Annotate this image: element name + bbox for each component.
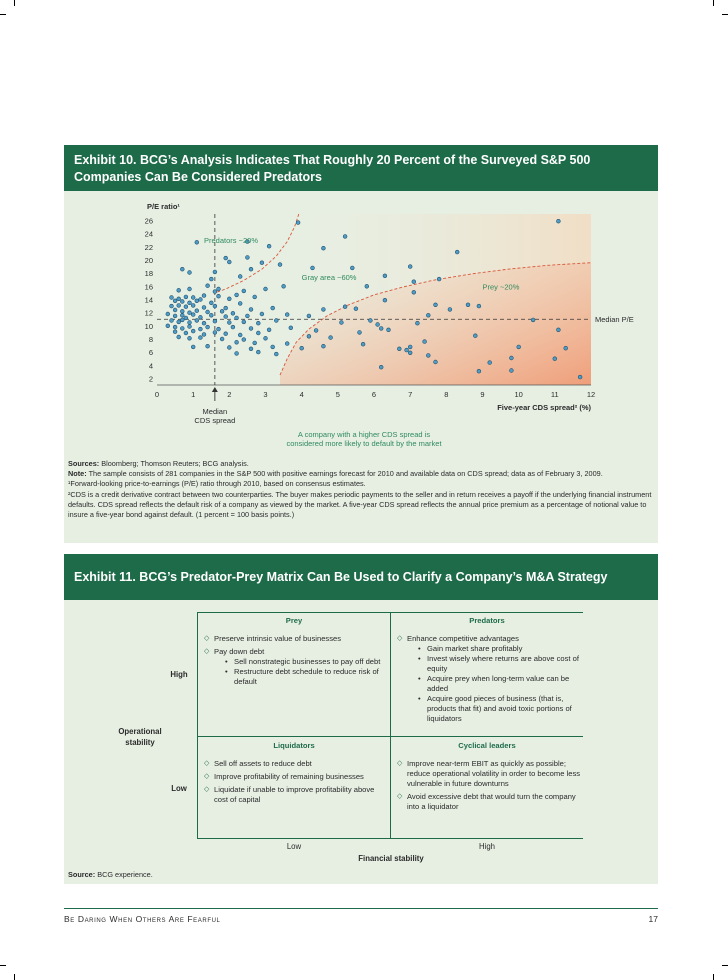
y-tick-label: 18 — [144, 269, 153, 279]
data-point — [199, 327, 203, 331]
median-cds-arrowhead — [212, 387, 218, 392]
data-point — [195, 299, 199, 303]
data-point — [188, 311, 192, 315]
matrix-item: ◇ Enhance competitive advantages • Gain market share profitably • Invest wisely where returns are above cost of equity • Acquire prey when long-term value can be added • Acquire good pieces of business (that is, products that fit) and avoid toxic portions of liquidators — [397, 634, 583, 724]
data-point — [177, 304, 181, 308]
data-point — [188, 325, 192, 329]
data-point — [220, 309, 224, 313]
data-point — [379, 365, 383, 369]
data-point — [206, 325, 210, 329]
data-point — [311, 266, 315, 270]
data-point — [387, 328, 391, 332]
data-point — [173, 314, 177, 318]
data-point — [383, 298, 387, 302]
data-point — [242, 338, 246, 342]
data-point — [191, 304, 195, 308]
x-tick-label: 8 — [444, 390, 449, 399]
y-tick-label: 10 — [144, 321, 153, 331]
data-point — [343, 235, 347, 239]
x-tick-label: 5 — [335, 390, 340, 399]
y-tick-label: 2 — [148, 374, 153, 384]
x-level-low: Low — [286, 842, 302, 851]
data-point — [426, 313, 430, 317]
crop-mark — [713, 974, 714, 980]
data-point — [369, 319, 373, 323]
x-tick-label: 1 — [191, 390, 196, 399]
data-point — [383, 274, 387, 278]
data-point — [249, 308, 253, 312]
data-point — [282, 284, 286, 288]
y-axis-label-line-2: stability — [125, 738, 155, 747]
matrix-horizontal-bottom — [197, 838, 583, 839]
footer-publication-title: Be Daring When Others Are Fearful — [64, 914, 221, 924]
data-point — [300, 346, 304, 350]
header-prey: Prey — [285, 616, 303, 625]
y-tick-label: 12 — [144, 308, 153, 318]
data-point — [274, 319, 278, 323]
data-point — [253, 295, 257, 299]
data-point — [296, 221, 300, 225]
data-point — [213, 331, 217, 335]
note-text: The sample consists of 281 companies in the S&P 500 with positive earnings forecast for 2010 and available data on CDS spread; data as of February 3, 2009. — [88, 469, 603, 479]
data-point — [434, 303, 438, 307]
source-text: BCG experience. — [97, 870, 153, 879]
data-point — [206, 310, 210, 314]
data-point — [209, 301, 213, 305]
data-point — [249, 347, 253, 351]
data-point — [209, 277, 213, 281]
data-point — [173, 330, 177, 334]
data-point — [180, 267, 184, 271]
data-point — [180, 318, 184, 322]
data-point — [188, 287, 192, 291]
matrix-sub-item: • Gain market share profitably — [407, 644, 583, 654]
data-point — [365, 284, 369, 288]
data-point — [256, 331, 260, 335]
y-tick-label: 16 — [144, 282, 153, 292]
x-tick-label: 12 — [586, 390, 596, 399]
data-point — [173, 325, 177, 329]
data-point — [177, 335, 181, 339]
data-point — [408, 265, 412, 269]
footnote-1: ¹Forward-looking price-to-earnings (P/E) ratio through 2010, based on consensus estimates. — [68, 479, 366, 489]
data-point — [249, 327, 253, 331]
data-point — [376, 323, 380, 327]
data-point — [195, 319, 199, 323]
matrix-vertical-mid — [390, 612, 391, 838]
gray-area-label: Gray area ~60% — [301, 272, 357, 282]
matrix-sub-item: • Invest wisely where returns are above cost of equity — [407, 654, 583, 674]
crop-mark — [14, 974, 15, 980]
data-point — [397, 347, 401, 351]
x-tick-label: 3 — [263, 390, 268, 399]
data-point — [213, 304, 217, 308]
data-point — [246, 314, 250, 318]
x-tick-label: 7 — [408, 390, 413, 399]
scatter-chart — [64, 145, 658, 459]
y-tick-label: 6 — [148, 348, 153, 358]
data-point — [188, 336, 192, 340]
data-point — [224, 332, 228, 336]
data-point — [184, 331, 188, 335]
data-point — [220, 337, 224, 341]
data-point — [256, 321, 260, 325]
data-point — [249, 267, 253, 271]
data-point — [235, 340, 239, 344]
matrix-vertical-left — [197, 612, 198, 838]
median-pe-label: Median P/E — [595, 315, 634, 325]
data-point — [217, 287, 221, 291]
data-point — [195, 309, 199, 313]
data-point — [416, 321, 420, 325]
x-tick-label: 11 — [550, 390, 559, 399]
data-point — [314, 329, 318, 333]
data-point — [264, 287, 268, 291]
data-point — [267, 244, 271, 248]
data-point — [553, 357, 557, 361]
data-point — [379, 327, 383, 331]
data-point — [180, 309, 184, 313]
exhibit-10 — [64, 145, 658, 543]
data-point — [170, 304, 174, 308]
exhibit-10-title: Exhibit 10. BCG’s Analysis Indicates That Roughly 20 Percent of the Surveyed S&P 500 Companies Can Be Considered Predators — [64, 145, 658, 191]
data-point — [322, 344, 326, 348]
data-point — [206, 284, 210, 288]
data-point — [264, 336, 268, 340]
data-point — [231, 311, 235, 315]
x-tick-label: 4 — [299, 390, 304, 399]
data-point — [289, 326, 293, 330]
data-point — [227, 321, 231, 325]
data-point — [202, 333, 206, 337]
data-point — [285, 313, 289, 317]
exhibit-10-notes — [68, 459, 654, 520]
x-tick-label: 10 — [514, 390, 523, 399]
data-point — [166, 312, 170, 316]
data-point — [477, 369, 481, 373]
crop-mark — [14, 0, 15, 6]
data-point — [177, 297, 181, 301]
data-point — [191, 313, 195, 317]
data-point — [354, 307, 358, 311]
data-point — [184, 305, 188, 309]
data-point — [235, 352, 239, 356]
data-point — [202, 321, 206, 325]
data-point — [473, 334, 477, 338]
header-liquidators: Liquidators — [273, 741, 315, 750]
matrix-item: ◇ Sell off assets to reduce debt — [204, 759, 384, 769]
y-tick-label: 22 — [144, 242, 153, 252]
data-point — [224, 306, 228, 310]
data-point — [426, 354, 430, 358]
data-point — [557, 328, 561, 332]
data-point — [217, 327, 221, 331]
data-point — [455, 250, 459, 254]
cell-cyclical-leaders — [397, 759, 583, 815]
data-point — [184, 316, 188, 320]
data-point — [213, 290, 217, 294]
data-point — [202, 306, 206, 310]
data-point — [358, 331, 362, 335]
data-point — [253, 341, 257, 345]
data-point — [437, 277, 441, 281]
data-point — [188, 301, 192, 305]
data-point — [177, 288, 181, 292]
data-point — [423, 340, 427, 344]
data-point — [180, 313, 184, 317]
data-point — [322, 308, 326, 312]
x-tick-label: 6 — [371, 390, 377, 399]
data-point — [191, 329, 195, 333]
matrix-sub-item: • Restructure debt schedule to reduce risk of default — [214, 667, 384, 687]
crop-mark — [713, 0, 714, 6]
matrix-sub-item: • Acquire prey when long-term value can be added — [407, 674, 583, 694]
source-label: Source: — [68, 870, 96, 879]
data-point — [271, 345, 275, 349]
data-point — [260, 261, 264, 265]
cell-liquidators — [204, 759, 384, 808]
data-point — [361, 342, 365, 346]
x-tick-label: 9 — [480, 390, 485, 399]
data-point — [271, 306, 275, 310]
matrix-horizontal-mid — [197, 736, 583, 737]
data-point — [227, 260, 231, 264]
crop-mark — [722, 14, 728, 15]
y-tick-label: 14 — [144, 295, 153, 305]
y-level-high: High — [170, 670, 188, 679]
data-point — [322, 246, 326, 250]
data-point — [408, 351, 412, 355]
data-point — [180, 300, 184, 304]
data-point — [191, 296, 195, 300]
data-point — [278, 263, 282, 267]
cell-predators — [397, 634, 583, 727]
y-tick-label: 24 — [144, 229, 153, 239]
data-point — [578, 375, 582, 379]
data-point — [557, 219, 561, 223]
data-point — [206, 344, 210, 348]
x-tick-label: 0 — [154, 390, 160, 399]
data-point — [199, 298, 203, 302]
matrix-item: ◇ Avoid excessive debt that would turn the company into a liquidator — [397, 792, 583, 812]
data-point — [340, 321, 344, 325]
data-point — [517, 345, 521, 349]
footer-rule — [64, 908, 658, 909]
crop-mark — [0, 965, 6, 966]
predators-label: Predators ~20% — [204, 235, 259, 245]
data-point — [188, 321, 192, 325]
matrix-item: ◇ Improve profitability of remaining businesses — [204, 772, 384, 782]
data-point — [188, 271, 192, 275]
data-point — [246, 256, 250, 260]
data-point — [242, 320, 246, 324]
prey-label: Prey ~20% — [482, 282, 520, 292]
y-tick-label: 8 — [148, 334, 153, 344]
exhibit-11-source — [68, 870, 153, 879]
matrix-item: ◇ Pay down debt • Sell nonstrategic businesses to pay off debt • Restructure debt schedule to reduce risk of default — [204, 647, 384, 687]
data-point — [238, 302, 242, 306]
data-point — [329, 336, 333, 340]
matrix-horizontal-top — [197, 612, 583, 613]
data-point — [488, 361, 492, 365]
data-point — [267, 328, 271, 332]
x-level-high: High — [478, 842, 496, 851]
data-point — [531, 318, 535, 322]
data-point — [231, 325, 235, 329]
data-point — [227, 346, 231, 350]
data-point — [307, 314, 311, 318]
data-point — [466, 303, 470, 307]
data-point — [434, 360, 438, 364]
data-point — [195, 240, 199, 244]
data-point — [173, 299, 177, 303]
data-point — [408, 345, 412, 349]
y-axis-label-line-1: Operational — [118, 727, 162, 736]
data-point — [213, 319, 217, 323]
data-point — [170, 319, 174, 323]
header-predators: Predators — [469, 616, 505, 625]
cell-prey — [204, 634, 384, 690]
data-point — [177, 320, 181, 324]
data-point — [235, 316, 239, 320]
x-tick-label: 2 — [227, 390, 232, 399]
x-axis-title: Five-year CDS spread² (%) — [497, 403, 591, 412]
matrix-sub-item: • Acquire good pieces of business (that is, products that fit) and avoid toxic portions of liquidators — [407, 694, 583, 724]
y-axis-label — [92, 726, 188, 748]
data-point — [350, 266, 354, 270]
data-point — [510, 369, 514, 373]
header-cyclical-leaders: Cyclical leaders — [458, 741, 516, 750]
page-number: 17 — [648, 914, 658, 924]
data-point — [173, 308, 177, 312]
data-point — [202, 294, 206, 298]
y-tick-label: 4 — [148, 361, 153, 371]
crop-mark — [722, 965, 728, 966]
data-point — [256, 350, 260, 354]
data-point — [166, 324, 170, 328]
data-point — [191, 345, 195, 349]
sources-text: Bloomberg; Thomson Reuters; BCG analysis. — [101, 459, 249, 468]
median-cds-label-1: Median — [202, 407, 228, 416]
data-point — [448, 308, 452, 312]
matrix-item: ◇ Improve near-term EBIT as quickly as possible; reduce operational volatility in order to become less vulnerable in future downturns — [397, 759, 583, 789]
data-point — [412, 290, 416, 294]
data-point — [227, 297, 231, 301]
data-point — [170, 296, 174, 300]
sources-label: Sources: — [68, 459, 100, 468]
data-point — [477, 304, 481, 308]
y-tick-label: 26 — [144, 216, 153, 226]
data-point — [285, 342, 289, 346]
data-point — [217, 294, 221, 298]
data-point — [260, 312, 264, 316]
exhibit-11 — [64, 554, 658, 884]
y-axis-title: P/E ratio¹ — [147, 202, 180, 211]
data-point — [510, 356, 514, 360]
data-point — [412, 280, 416, 284]
data-point — [224, 256, 228, 260]
data-point — [405, 348, 409, 352]
data-point — [209, 313, 213, 317]
data-point — [238, 333, 242, 337]
exhibit-11-title: Exhibit 11. BCG’s Predator-Prey Matrix Can Be Used to Clarify a Company’s M&A Strategy — [64, 554, 658, 600]
annotation-line-1: A company with a higher CDS spread is — [297, 430, 431, 439]
matrix-item: ◇ Liquidate if unable to improve profitability above cost of capital — [204, 785, 384, 805]
data-point — [199, 315, 203, 319]
crop-mark — [0, 14, 6, 15]
y-tick-label: 20 — [144, 256, 153, 266]
matrix-sub-item: • Sell nonstrategic businesses to pay off debt — [214, 657, 384, 667]
footnote-2: ²CDS is a credit derivative contract between two counterparties. The buyer makes periodic payments to the seller and in return receives a payoff if the underlying financial instrument defaults. CDS spread reflects the default risk of a company as viewed by the market. A five-year CDS spread reflects the annual price premium as a percentage of notional value to insure a five-year bond against default. (1 percent = 100 basis points.) — [68, 489, 652, 520]
annotation-line-2: considered more likely to default by the market — [286, 439, 442, 448]
data-point — [184, 295, 188, 299]
data-point — [564, 346, 568, 350]
note-label: Note: — [68, 469, 87, 479]
data-point — [224, 315, 228, 319]
matrix-item: ◇ Preserve intrinsic value of businesses — [204, 634, 384, 644]
data-point — [199, 336, 203, 340]
data-point — [238, 275, 242, 279]
data-point — [307, 334, 311, 338]
data-point — [274, 352, 278, 356]
data-point — [242, 289, 246, 293]
median-cds-label-2: CDS spread — [194, 416, 236, 425]
data-point — [213, 270, 217, 274]
data-point — [180, 327, 184, 331]
data-point — [235, 293, 239, 297]
y-level-low: Low — [171, 784, 187, 793]
x-axis-label: Financial stability — [358, 854, 424, 863]
data-point — [343, 305, 347, 309]
